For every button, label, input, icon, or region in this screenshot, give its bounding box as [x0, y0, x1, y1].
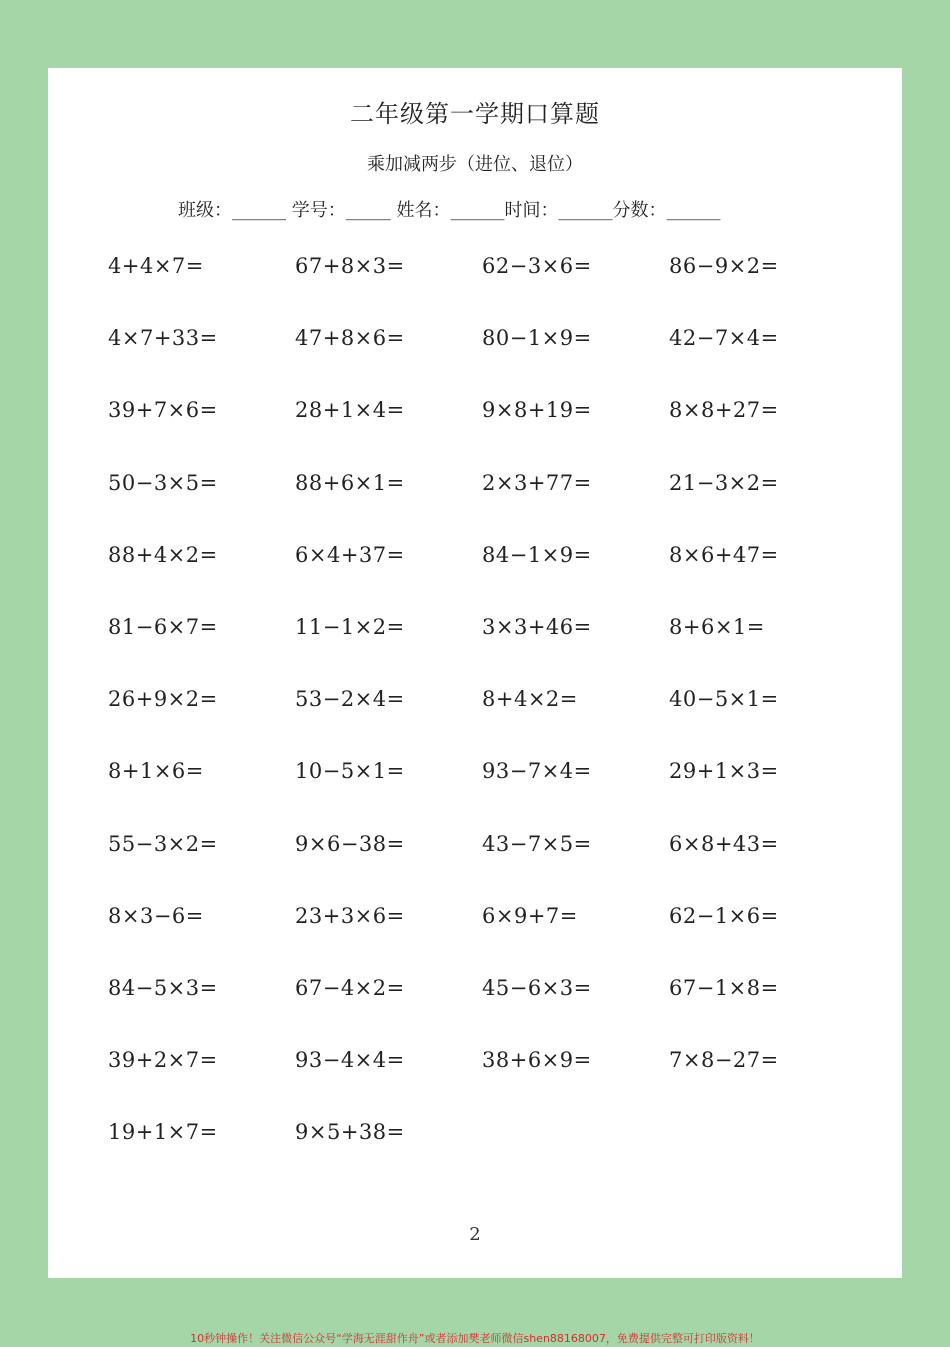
problem-item: 47+8×6=: [295, 326, 405, 351]
problem-item: 53−2×4=: [295, 687, 405, 712]
problem-item: 43−7×5=: [482, 831, 592, 856]
problem-item: 29+1×3=: [669, 759, 779, 784]
problem-item: 6×8+43=: [669, 831, 779, 856]
problem-item: 23+3×6=: [295, 903, 405, 928]
time-field: 时间：______: [504, 200, 613, 221]
problem-item: 8×8+27=: [669, 398, 779, 423]
problem-item: 42−7×4=: [669, 326, 779, 351]
problem-item: 4×7+33=: [108, 326, 218, 351]
problem-item: 8×3−6=: [108, 903, 204, 928]
problem-item: 11−1×2=: [295, 614, 405, 639]
problem-item: 26+9×2=: [108, 687, 218, 712]
problem-item: 93−7×4=: [482, 759, 592, 784]
problem-item: 81−6×7=: [108, 614, 218, 639]
problem-item: 50−3×5=: [108, 470, 218, 495]
student-info-line: [178, 196, 720, 222]
problem-item: 55−3×2=: [108, 831, 218, 856]
problem-item: 6×9+7=: [482, 903, 578, 928]
problem-item: 40−5×1=: [669, 687, 779, 712]
problem-item: 67−4×2=: [295, 975, 405, 1000]
name-field: 姓名：______: [396, 200, 505, 221]
problem-item: 21−3×2=: [669, 470, 779, 495]
problem-item: 93−4×4=: [295, 1048, 405, 1073]
problem-item: 88+6×1=: [295, 470, 405, 495]
problem-item: 86−9×2=: [669, 254, 779, 278]
problem-item: 10−5×1=: [295, 759, 405, 784]
problem-item: 39+7×6=: [108, 398, 218, 423]
problem-item: 9×5+38=: [295, 1120, 405, 1145]
problem-item: 62−1×6=: [669, 903, 779, 928]
class-field: 班级：______: [178, 200, 286, 221]
problem-item: 8+4×2=: [482, 687, 578, 712]
problem-item: 9×8+19=: [482, 398, 592, 423]
problem-item: 6×4+37=: [295, 542, 405, 567]
worksheet-title: 二年级第一学期口算题: [350, 100, 600, 128]
problem-item: 84−1×9=: [482, 542, 592, 567]
page-number: 2: [469, 1224, 481, 1245]
problem-item: 8×6+47=: [669, 542, 779, 567]
footer-promo-text: 10秒钟操作！关注微信公众号“学海无涯甜作舟”或者添加樊老师微信shen88168007，免费提供完整可打印版资料！: [190, 1332, 760, 1345]
worksheet-subtitle: 乘加减两步（进位、退位）: [367, 154, 583, 175]
score-field: 分数：______: [612, 200, 721, 221]
problem-item: 3×3+46=: [482, 614, 592, 639]
problem-item: 2×3+77=: [482, 470, 592, 495]
problem-item: 8+6×1=: [669, 614, 765, 639]
problem-item: 84−5×3=: [108, 975, 218, 1000]
problem-item: 8+1×6=: [108, 759, 204, 784]
problem-item: 62−3×6=: [482, 254, 592, 278]
problem-item: 67−1×8=: [669, 975, 779, 1000]
problem-item: 80−1×9=: [482, 326, 592, 351]
problem-item: 39+2×7=: [108, 1048, 218, 1073]
problem-grid: [108, 250, 868, 1188]
problem-item: 67+8×3=: [295, 254, 405, 278]
student-number-field: 学号：_____: [291, 200, 391, 221]
problem-item: 4+4×7=: [108, 254, 204, 278]
problem-item: 88+4×2=: [108, 542, 218, 567]
problem-item: 28+1×4=: [295, 398, 405, 423]
problem-item: 45−6×3=: [482, 975, 592, 1000]
problem-item: 38+6×9=: [482, 1048, 592, 1073]
problem-item: 7×8−27=: [669, 1048, 779, 1073]
problem-item: 9×6−38=: [295, 831, 405, 856]
problem-item: 19+1×7=: [108, 1120, 218, 1145]
